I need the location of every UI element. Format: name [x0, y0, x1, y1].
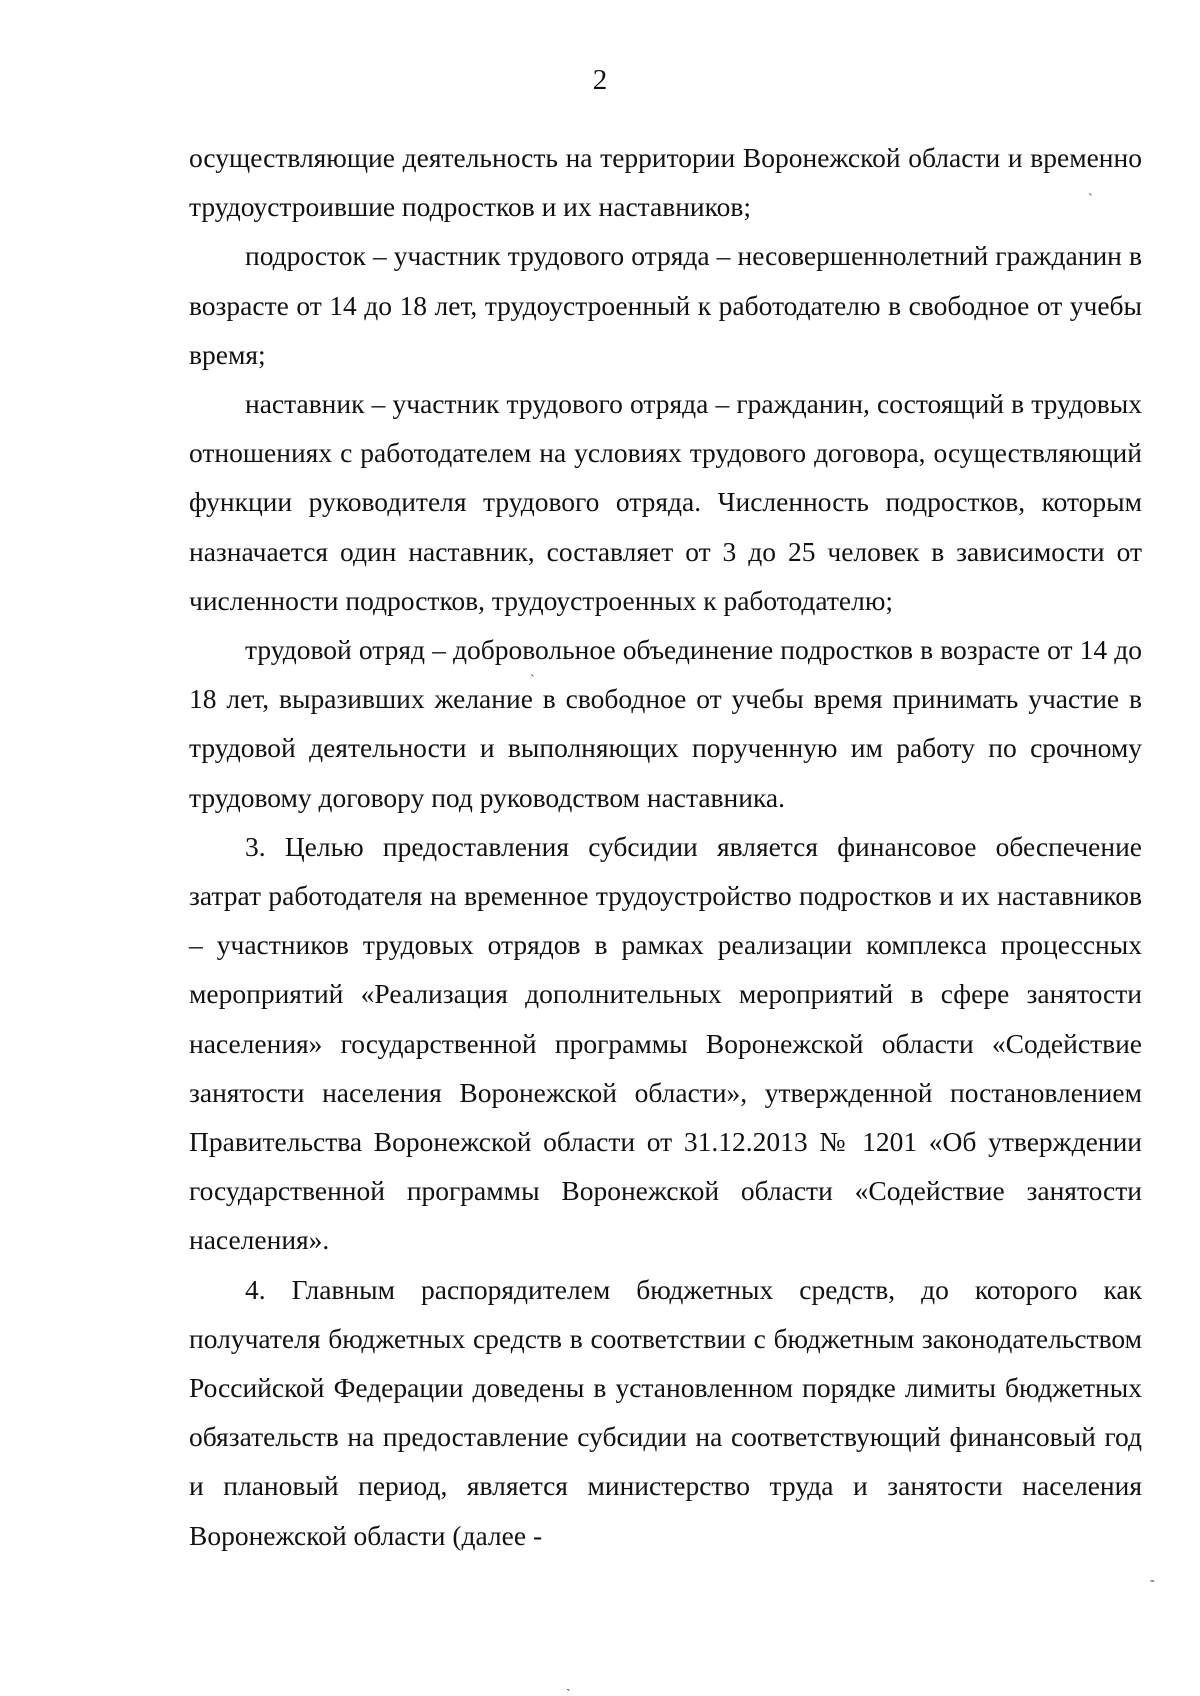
- paragraph-definition-mentor: наставник – участник трудового отряда – гражданин, состоящий в трудовых отношениях с работодателем на условиях трудового договора, осуществляющий функции руководителя трудового отряда. Численность подростков, которым назначается один наставник, составляет от 3 до 25 человек в зависимости от численности подростков, трудоустроенных к работодателю;: [189, 388, 1142, 616]
- paragraph-continuation: осуществляющие деятельность на территории Воронежской области и временно трудоустроившие подростков и их наставников;: [189, 142, 1142, 223]
- scan-speck: ˴: [530, 667, 535, 682]
- paragraph-section-3: 3. Целью предоставления субсидии является финансовое обеспечение затрат работодателя на временное трудоустройство подростков и их наставников – участников трудовых отрядов в рамках реализации комплекса процессных мероприятий «Реализация дополнительных мероприятий в сфере занятости населения» государственной программы Воронежской области «Содействие занятости населения Воронежской области», утвержденной постановлением Правительства Воронежской области от 31.12.2013 № 1201 «Об утверждении государственной программы Воронежской области «Содействие занятости населения».: [189, 830, 1142, 1256]
- document-body: [189, 133, 1142, 1560]
- scan-speck: -: [1150, 1573, 1155, 1588]
- page-number: 2: [592, 64, 608, 96]
- scan-speck: ˴: [1088, 186, 1093, 201]
- paragraph-definition-labor-team: трудовой отряд – добровольное объединение подростков в возрасте от 14 до 18 лет, выразивших желание в свободное от учебы время принимать участие в трудовой деятельности и выполняющих порученную им работу по срочному трудовому договору под руководством наставника.: [189, 634, 1142, 813]
- paragraph-section-4: 4. Главным распорядителем бюджетных средств, до которого как получателя бюджетных средств в соответствии с бюджетным законодательством Российской Федерации доведены в установленном порядке лимиты бюджетных обязательств на предоставление субсидии на соответствующий финансовый год и плановый период, является министерство труда и занятости населения Воронежской области (далее -: [189, 1273, 1142, 1551]
- paragraph-definition-teenager: подросток – участник трудового отряда – несовершеннолетний гражданин в возрасте от 14 до 18 лет, трудоустроенный к работодателю в свободное от учебы время;: [189, 240, 1142, 370]
- scan-speck: ˏ: [566, 1677, 571, 1692]
